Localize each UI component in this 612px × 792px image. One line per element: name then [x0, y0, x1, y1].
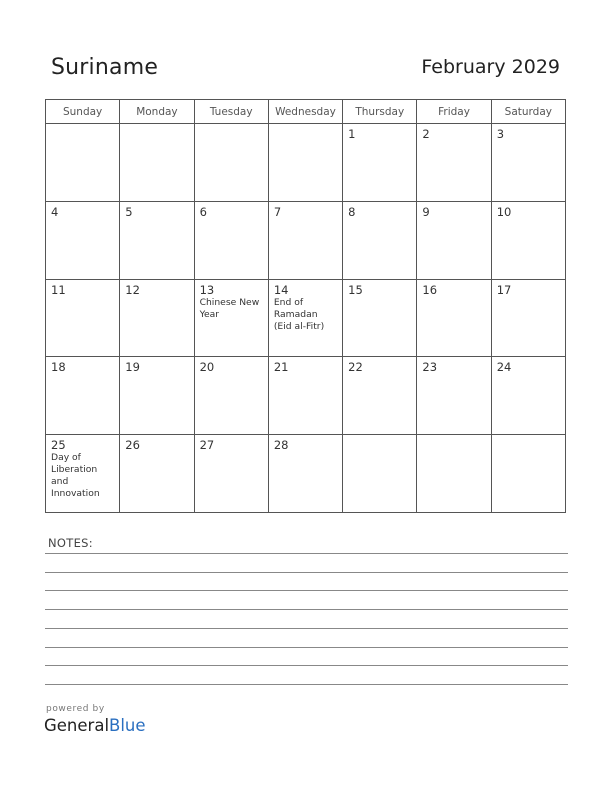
day-cell — [46, 279, 120, 357]
calendar-body — [46, 124, 566, 513]
day-number: 8 — [348, 204, 356, 219]
day-number: 23 — [422, 360, 438, 375]
day-cell — [46, 357, 120, 435]
holiday-label: End of Ramadan (Eid al-Fitr) — [273, 296, 325, 332]
week-row — [46, 357, 566, 435]
day-cell — [120, 124, 194, 202]
day-cell — [417, 124, 491, 202]
note-line — [45, 609, 568, 610]
weekday-monday: Monday — [120, 100, 194, 124]
note-line — [45, 553, 568, 554]
day-cell — [268, 201, 342, 279]
day-number: 14 — [273, 282, 289, 297]
generalblue-logo[interactable] — [44, 716, 146, 735]
day-cell — [120, 201, 194, 279]
day-number: 27 — [199, 438, 215, 453]
day-cell — [491, 435, 565, 513]
day-cell — [343, 279, 417, 357]
day-cell — [194, 435, 268, 513]
weekday-friday: Friday — [417, 100, 491, 124]
day-cell — [491, 279, 565, 357]
note-line — [45, 628, 568, 629]
day-number: 20 — [199, 360, 215, 375]
day-cell — [343, 435, 417, 513]
day-number: 13 — [199, 282, 215, 297]
day-number: 4 — [51, 204, 59, 219]
note-line — [45, 684, 568, 685]
day-cell — [120, 279, 194, 357]
week-row — [46, 435, 566, 513]
day-number: 17 — [496, 282, 512, 297]
day-number: 28 — [273, 438, 289, 453]
day-number: 10 — [496, 204, 512, 219]
week-row — [46, 279, 566, 357]
day-cell — [343, 357, 417, 435]
day-cell — [268, 279, 342, 357]
day-number: 6 — [199, 204, 207, 219]
note-line — [45, 590, 568, 591]
day-cell — [268, 124, 342, 202]
day-cell — [268, 357, 342, 435]
holiday-label: Day of Liberation and Innovation — [51, 452, 100, 500]
day-cell — [194, 201, 268, 279]
day-cell — [194, 279, 268, 357]
day-cell — [46, 124, 120, 202]
day-cell — [194, 124, 268, 202]
day-cell — [343, 201, 417, 279]
notes-label: NOTES: — [48, 536, 93, 550]
weekday-wednesday: Wednesday — [268, 100, 342, 124]
day-number: 21 — [273, 360, 289, 375]
powered-by-text: powered by — [46, 704, 105, 714]
day-number: 9 — [422, 204, 430, 219]
day-number: 18 — [51, 360, 66, 375]
weekday-header-row — [46, 100, 566, 124]
day-cell — [491, 124, 565, 202]
day-number: 12 — [125, 282, 140, 297]
day-number: 7 — [273, 204, 282, 219]
day-cell — [417, 279, 491, 357]
day-number: 25 — [51, 438, 66, 453]
day-cell — [417, 201, 491, 279]
day-number: 15 — [348, 282, 363, 297]
brand-general: General — [44, 716, 110, 735]
day-cell — [491, 201, 565, 279]
weekday-thursday: Thursday — [343, 100, 417, 124]
day-cell — [194, 357, 268, 435]
weekday-sunday: Sunday — [46, 100, 120, 124]
note-line — [45, 665, 568, 666]
week-row — [46, 124, 566, 202]
day-number: 2 — [422, 127, 430, 141]
day-cell — [491, 357, 565, 435]
brand-blue: Blue — [109, 716, 146, 735]
month-year-title: February 2029 — [421, 56, 560, 78]
day-cell — [417, 357, 491, 435]
day-cell — [268, 435, 342, 513]
day-cell — [343, 124, 417, 202]
day-number: 22 — [348, 360, 363, 375]
country-title: Suriname — [51, 55, 159, 80]
day-cell — [417, 435, 491, 513]
day-cell — [46, 201, 120, 279]
day-number: 5 — [125, 204, 133, 219]
week-row — [46, 201, 566, 279]
day-number: 16 — [422, 282, 438, 297]
day-number: 24 — [496, 360, 512, 375]
weekday-saturday: Saturday — [491, 100, 565, 124]
note-line — [45, 647, 568, 648]
calendar-grid — [45, 99, 566, 513]
day-number: 26 — [125, 438, 140, 453]
note-line — [45, 572, 568, 573]
holiday-label: Chinese New Year — [199, 296, 260, 320]
day-number: 11 — [51, 282, 66, 297]
weekday-tuesday: Tuesday — [194, 100, 268, 124]
day-number: 1 — [348, 127, 356, 141]
day-cell — [120, 357, 194, 435]
day-cell — [120, 435, 194, 513]
day-number: 3 — [496, 127, 505, 141]
day-cell — [46, 435, 120, 513]
day-number: 19 — [125, 360, 140, 375]
